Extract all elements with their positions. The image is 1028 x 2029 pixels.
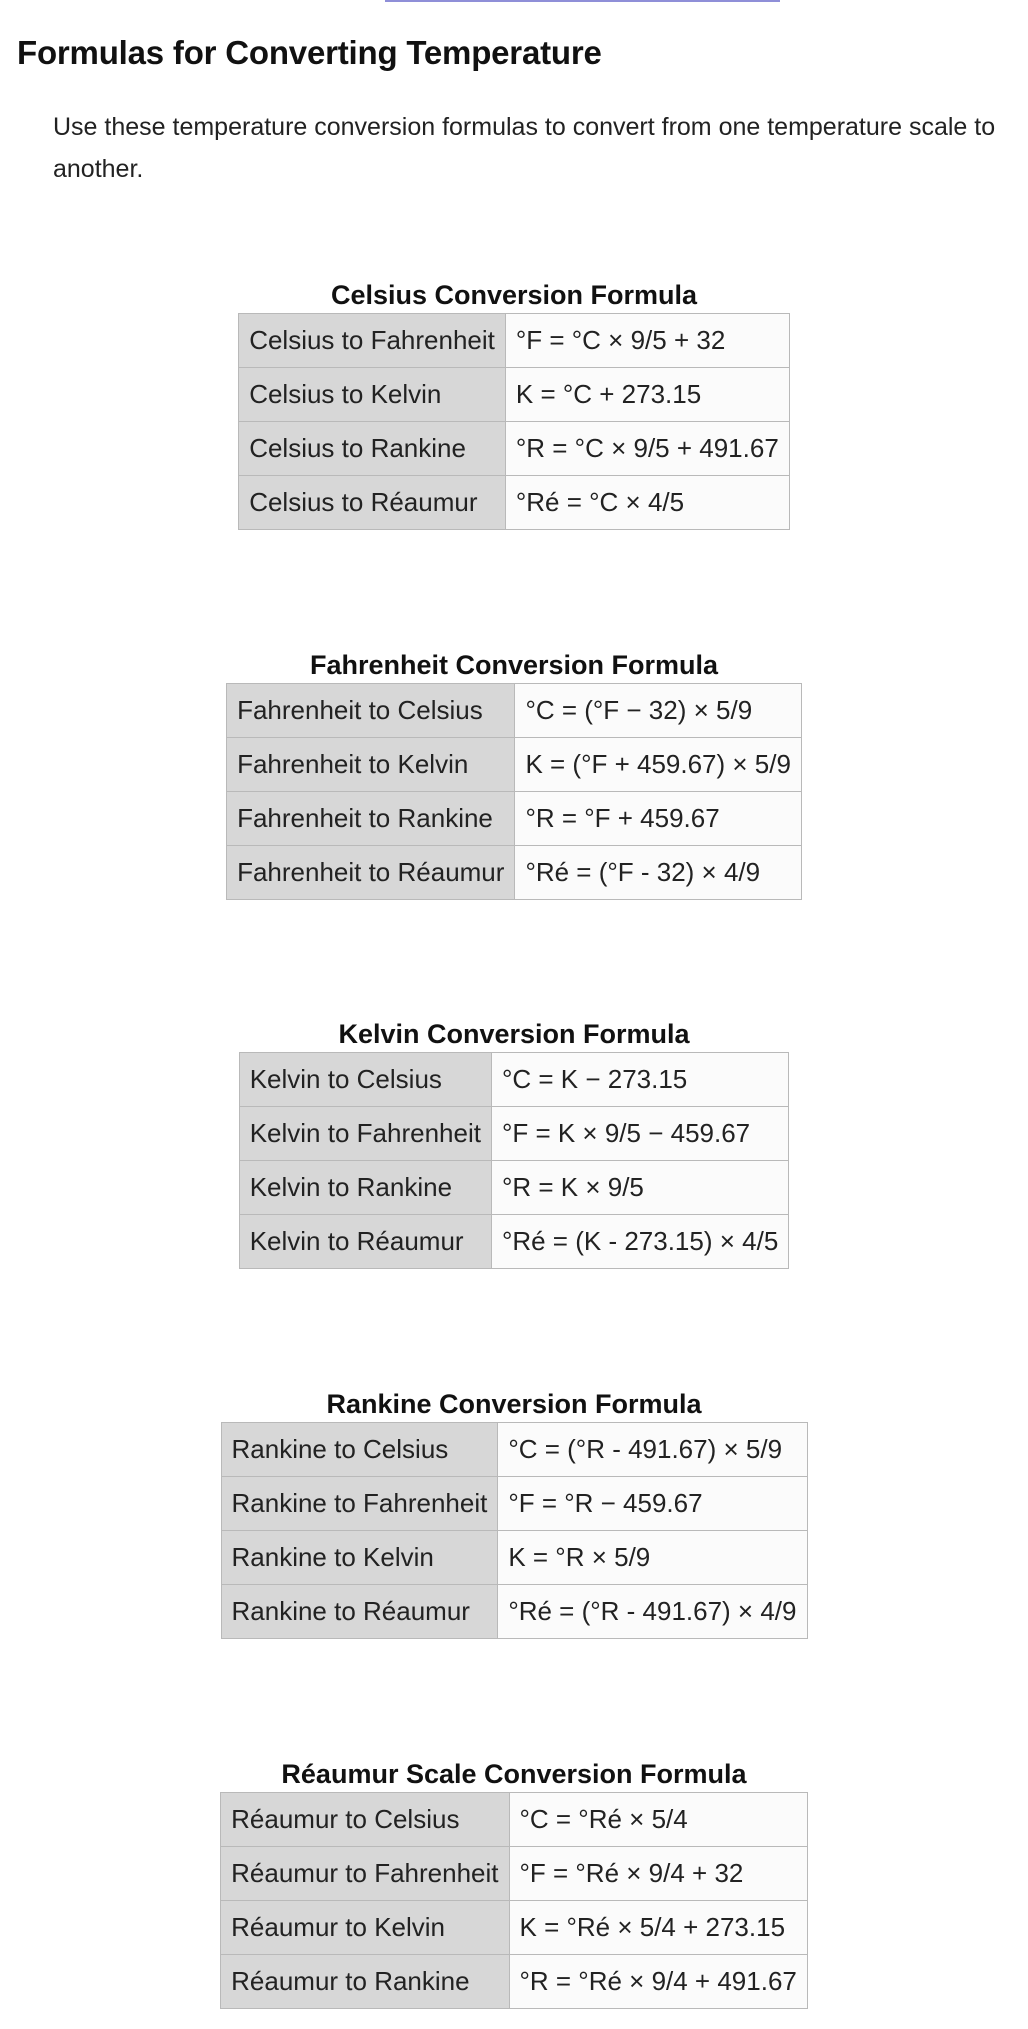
table-row: [239, 1053, 789, 1107]
conversion-formula: K = °R × 5/9: [498, 1531, 807, 1585]
table-row: [239, 368, 790, 422]
section-title: Réaumur Scale Conversion Formula: [281, 1759, 747, 1789]
fahrenheit-conversion-section: [0, 647, 1028, 900]
conversion-formula: °C = (°F − 32) × 5/9: [515, 684, 802, 738]
celsius-conversion-section: [0, 277, 1028, 530]
conversion-table: [239, 1052, 790, 1269]
conversion-table: [221, 1422, 808, 1639]
conversion-formula: K = °Ré × 5/4 + 273.15: [509, 1901, 807, 1955]
section-title: Rankine Conversion Formula: [326, 1389, 702, 1419]
table-row: [221, 1585, 807, 1639]
table-row: [221, 1423, 807, 1477]
conversion-label: Kelvin to Celsius: [239, 1053, 491, 1107]
conversion-formula: K = (°F + 459.67) × 5/9: [515, 738, 802, 792]
conversion-label: Réaumur to Kelvin: [221, 1901, 509, 1955]
conversion-formula: °C = °Ré × 5/4: [509, 1793, 807, 1847]
table-row: [239, 314, 790, 368]
conversion-formula: °Ré = °C × 4/5: [505, 476, 789, 530]
section-title: Kelvin Conversion Formula: [338, 1019, 690, 1049]
conversion-label: Rankine to Réaumur: [221, 1585, 498, 1639]
conversion-label: Réaumur to Rankine: [221, 1955, 509, 2009]
conversion-formula: °F = °R − 459.67: [498, 1477, 807, 1531]
table-row: [221, 1531, 807, 1585]
conversion-label: Celsius to Rankine: [239, 422, 506, 476]
top-link-underline: [385, 0, 780, 2]
conversion-label: Fahrenheit to Kelvin: [227, 738, 515, 792]
conversion-label: Rankine to Kelvin: [221, 1531, 498, 1585]
conversion-formula: °Ré = (°R - 491.67) × 4/9: [498, 1585, 807, 1639]
table-row: [239, 1215, 789, 1269]
reaumur-conversion-section: [0, 1756, 1028, 2009]
kelvin-conversion-section: [0, 1016, 1028, 1269]
conversion-label: Kelvin to Rankine: [239, 1161, 491, 1215]
table-row: [239, 1107, 789, 1161]
conversion-label: Réaumur to Celsius: [221, 1793, 509, 1847]
conversion-formula: °F = °C × 9/5 + 32: [505, 314, 789, 368]
conversion-label: Kelvin to Réaumur: [239, 1215, 491, 1269]
table-row: [239, 1161, 789, 1215]
table-row: [221, 1793, 808, 1847]
conversion-label: Rankine to Celsius: [221, 1423, 498, 1477]
conversion-table: [220, 1792, 808, 2009]
conversion-formula: °R = °F + 459.67: [515, 792, 802, 846]
table-row: [239, 476, 790, 530]
table-row: [227, 846, 802, 900]
table-row: [221, 1901, 808, 1955]
conversion-formula: K = °C + 273.15: [505, 368, 789, 422]
conversion-table: [238, 313, 790, 530]
section-title: Celsius Conversion Formula: [330, 280, 698, 310]
conversion-formula: °R = °Ré × 9/4 + 491.67: [509, 1955, 807, 2009]
conversion-table: [226, 683, 802, 900]
table-row: [227, 738, 802, 792]
table-row: [239, 422, 790, 476]
table-row: [221, 1847, 808, 1901]
conversion-formula: °F = °Ré × 9/4 + 32: [509, 1847, 807, 1901]
conversion-formula: °Ré = (°F - 32) × 4/9: [515, 846, 802, 900]
conversion-formula: °F = K × 9/5 − 459.67: [491, 1107, 788, 1161]
conversion-formula: °R = °C × 9/5 + 491.67: [505, 422, 789, 476]
rankine-conversion-section: [0, 1386, 1028, 1639]
conversion-label: Rankine to Fahrenheit: [221, 1477, 498, 1531]
conversion-label: Celsius to Kelvin: [239, 368, 506, 422]
table-row: [221, 1955, 808, 2009]
conversion-label: Fahrenheit to Réaumur: [227, 846, 515, 900]
page-title: Formulas for Converting Temperature: [17, 34, 602, 71]
conversion-label: Celsius to Fahrenheit: [239, 314, 506, 368]
intro-paragraph: Use these temperature conversion formulas to convert from one temperature scale to another.: [53, 113, 996, 183]
table-row: [221, 1477, 807, 1531]
conversion-label: Réaumur to Fahrenheit: [221, 1847, 509, 1901]
table-row: [227, 792, 802, 846]
conversion-label: Fahrenheit to Celsius: [227, 684, 515, 738]
conversion-label: Kelvin to Fahrenheit: [239, 1107, 491, 1161]
conversion-formula: °C = (°R - 491.67) × 5/9: [498, 1423, 807, 1477]
conversion-label: Fahrenheit to Rankine: [227, 792, 515, 846]
conversion-formula: °R = K × 9/5: [491, 1161, 788, 1215]
conversion-label: Celsius to Réaumur: [239, 476, 506, 530]
conversion-formula: °Ré = (K - 273.15) × 4/5: [491, 1215, 788, 1269]
conversion-formula: °C = K − 273.15: [491, 1053, 788, 1107]
table-row: [227, 684, 802, 738]
section-title: Fahrenheit Conversion Formula: [309, 650, 719, 680]
